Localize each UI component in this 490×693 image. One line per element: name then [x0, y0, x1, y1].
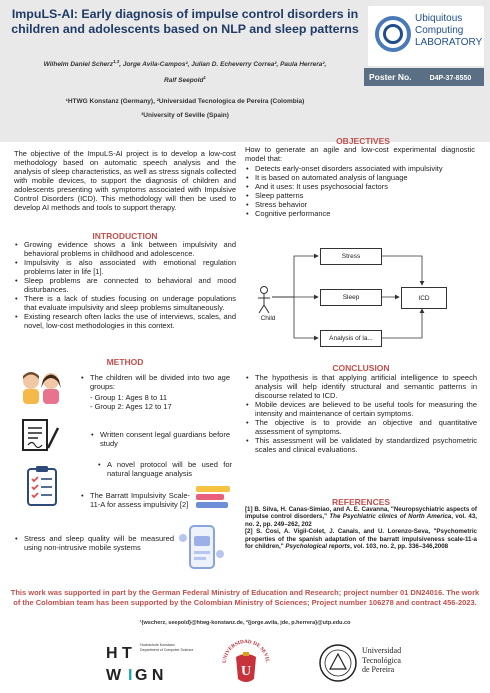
introduction-item: • There is a lack of studies focusing on underage populations that evaluate impulsivity and sleep problems simultaneously. [14, 294, 236, 312]
svg-text:U: U [240, 664, 252, 679]
objectives-list [245, 164, 477, 218]
seville-crest-icon [218, 633, 274, 689]
child-label: Child [260, 315, 276, 322]
utp-line-1: Universidad [362, 646, 402, 655]
objective-item: • Detects early-onset disorders associated with impulsivity [245, 164, 477, 173]
authors: Wilhelm Daniel Scherz$^{1,3}$, Jorge Avila-Campos², Julian D. Echeverry Correa², Paula Herrera², Ralf Seepold$^1$ [43, 59, 327, 85]
poster-number-bar [364, 68, 484, 86]
svg-text:H T: H T [106, 645, 132, 662]
protocol-item: • A novel protocol will be used for natural language analysis [97, 460, 232, 478]
svg-text:I: I [128, 667, 133, 684]
contact-emails: ¹{wscherz, seepold}@htwg-konstanz.de, ²{jorge.avila, jde, p.herrera}@utp.edu.co [139, 620, 351, 626]
poster-number: D4P-37-8550 [429, 75, 472, 82]
funding-statement: This work was supported in part by the German Federal Ministry of Education and Research; project number 01 DN24016. The work of the Colombian team has been supported by the Colombian Ministry of Sciences; Project number 106278 and contract 456-2023. [10, 588, 480, 607]
group-2: - Group 2: Ages 12 to 17 [90, 402, 172, 411]
conclusion-item: • The hypothesis is that applying artificial intelligence to speech analysis will help identify structural and semantic patterns in discourse related to ICD. [245, 373, 477, 400]
author-last: Ralf Seepold [164, 77, 204, 85]
utp-emblem-icon [318, 642, 358, 684]
method-protocol [97, 460, 232, 478]
objective-item: • And it uses: It uses psychosocial factors [245, 182, 477, 191]
utp-logo [318, 642, 438, 686]
objective-item: • Stress behavior [245, 200, 477, 209]
method-groups-intro: • The children will be divided into two age groups: [80, 373, 230, 391]
logo-line-3: LABORATORY [415, 37, 483, 48]
consent-document-icon [20, 418, 62, 454]
logo-line-1: Ubiquitous [415, 13, 463, 24]
node-analysis-of-language: Analysis of la... [320, 330, 382, 347]
method-group-list [90, 393, 230, 411]
node-icd: ICD [401, 287, 447, 309]
affiliation-1: ¹HTWG Konstanz (Germany), ²Universidad Tecnologica de Pereira (Colombia) [65, 98, 305, 105]
method-stress-sleep [14, 534, 174, 552]
method-groups [80, 373, 230, 391]
utp-line-2: Tecnológica [362, 655, 401, 665]
poster-title: ImpuLS-AI: Early diagnosis of impulse control disorders in children and adolescents based on NLP and sleep patterns [11, 7, 359, 36]
ubiquitous-computing-logo [368, 6, 484, 66]
objective-item: • Cognitive performance [245, 209, 477, 218]
author-first: Wilhelm Daniel Scherz [43, 61, 113, 69]
node-stress: Stress [320, 248, 382, 265]
references-list [245, 506, 477, 550]
abstract: The objective of the ImpuLS-AI project is to develop a low-cost methodology based on automatic speech analysis and the analysis of sleep characteristics, as well as stress signals collected with mobile devices, to support the diagnosis of children and adolescents presenting with symptoms associated with Impulsive Control Disorders (ICD). This methodology will then be used to develop AI methods and tools to support therapy. [14, 149, 236, 212]
objective-item: • Sleep patterns [245, 191, 477, 200]
conclusion-item: • The objective is to provide an objective and quantitative assessment of symptoms. [245, 418, 477, 436]
group-1: - Group 1: Ages 8 to 11 [90, 393, 168, 402]
svg-text:W: W [106, 667, 122, 684]
introduction-item: • Impulsivity is also associated with emotional regulation problems later in life [1]. [14, 258, 236, 276]
poster-number-label: Poster No. [369, 72, 412, 82]
introduction-heading: INTRODUCTION [92, 231, 158, 241]
authors-rest: , Jorge Avila-Campos², Julian D. Echeverry Correa², Paula Herrera², [119, 61, 327, 69]
conclusion-list [245, 373, 477, 454]
arrow-stress-icd [382, 256, 422, 285]
mobile-api-icon [176, 524, 226, 572]
svg-text:G N: G N [135, 667, 164, 684]
node-sleep: Sleep [320, 289, 382, 306]
logo-inner-ring-icon [383, 24, 403, 44]
introduction-item: • Sleep problems are connected to behavioral and mood disturbances. [14, 276, 236, 294]
consent-item: • Written consent legal guardians before study [90, 430, 230, 448]
method-consent [90, 430, 230, 448]
conclusion-item: • Mobile devices are believed to be useful tools for measuring the intensity and maintenance of certain symptoms. [245, 400, 477, 418]
scale-bars-icon [194, 484, 234, 514]
objectives-heading: OBJECTIVES [336, 136, 390, 146]
svg-text:UNIVERSIDAD DE SEVILLA: UNIVERSIDAD DE SEVIL [221, 638, 271, 664]
checklist-icon [26, 465, 60, 507]
reference-1: [1] B. Silva, H. Canas-Simiao, and A. E. Cavanna, "Neuropsychiatric aspects of impulse control disorders," The Psychiatric clinics of North America, vol. 43, no. 2, pp. 249–262, 202 [245, 506, 477, 528]
conclusion-item: • This assessment will be validated by standardized psychometric scales and clinical evaluations. [245, 436, 477, 454]
htwg-sub-2: Department of Computer Science [140, 647, 194, 652]
arrow-analysis-icd [382, 309, 422, 338]
method-heading: METHOD [106, 357, 144, 367]
htwg-logo [104, 640, 194, 685]
introduction-item: • Existing research often lacks the use of interviews, scales, and novel, low-cost methodologies in this context. [14, 312, 236, 330]
arrow-child-stress [272, 256, 318, 297]
logo-line-2: Computing [415, 25, 464, 36]
child-figure-icon [258, 287, 270, 314]
conclusion-heading: CONCLUSION [332, 363, 390, 373]
reference-2: [2] S. Cosi, A. Vigil-Colet, J. Canals, and U. Lorenzo-Seva, "Psychometric properties of the spanish adaptation of the barratt impulsiveness scale-11-a for children," Psychological reports, vol. 103, no. 2, pp. 336–346,2008 [245, 528, 477, 551]
introduction-list [14, 240, 236, 330]
affiliation-2: ³University of Seville (Spain) [141, 112, 229, 119]
htwg-sub-1: Hochschule Konstanz [140, 643, 175, 647]
stress-sleep-item: • Stress and sleep quality will be measured using non-intrusive mobile systems [14, 534, 174, 552]
children-icon [18, 370, 64, 406]
introduction-item: • Growing evidence shows a link between impulsivity and behavioral problems in childhood and adolescence. [14, 240, 236, 258]
method-barratt [80, 491, 190, 509]
utp-line-3: de Pereira [362, 665, 395, 674]
seville-logo [218, 633, 274, 689]
objectives-intro: How to generate an agile and low-cost experimental diagnostic model that: [245, 145, 475, 163]
barratt-item: • The Barratt Impulsivity Scale-11-A for assess impulsivity [2] [80, 491, 190, 509]
references-heading: REFERENCES [331, 497, 391, 507]
objective-item: • It is based on automated analysis of language [245, 173, 477, 182]
diagnostic-model-diagram [244, 237, 476, 357]
